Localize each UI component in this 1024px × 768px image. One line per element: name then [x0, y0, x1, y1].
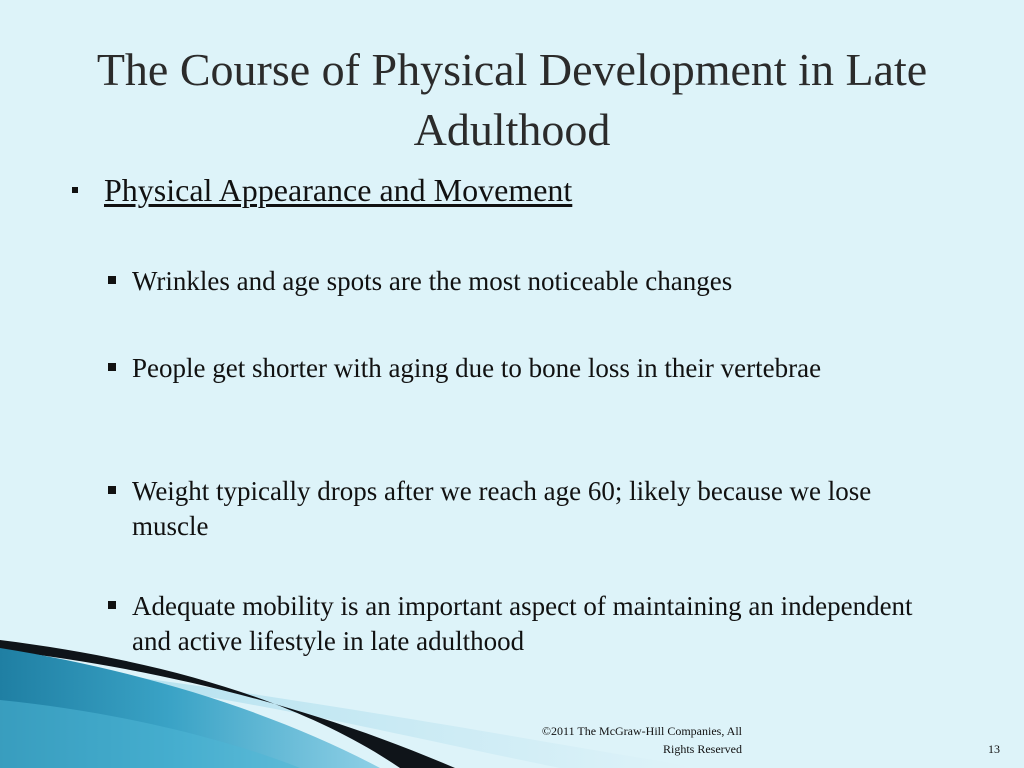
bullet-text: Weight typically drops after we reach age 60; likely because we lose muscle	[132, 476, 872, 541]
bullet-item	[108, 351, 938, 386]
square-bullet-icon	[108, 601, 116, 609]
copyright-line-1: ©2011 The McGraw-Hill Companies, All	[541, 724, 742, 738]
square-bullet-icon	[108, 276, 116, 284]
page-number: 13	[988, 742, 1000, 756]
bullet-text: Adequate mobility is an important aspect of maintaining an independent and active lifestyle in late adulthood	[132, 591, 913, 656]
section-heading: Physical Appearance and Movement	[104, 172, 573, 208]
bullet-item	[108, 474, 938, 544]
square-bullet-icon	[108, 486, 116, 494]
square-bullet-icon	[72, 187, 78, 193]
square-bullet-icon	[108, 363, 116, 371]
bullet-item	[108, 264, 938, 299]
bullet-text: People get shorter with aging due to bone loss in their vertebrae	[132, 353, 822, 383]
copyright-footer	[480, 722, 742, 758]
bullet-item	[108, 589, 938, 659]
bullet-text: Wrinkles and age spots are the most noticeable changes	[132, 266, 733, 296]
copyright-line-2: Rights Reserved	[663, 742, 742, 756]
slide-title: The Course of Physical Development in Late Adulthood	[96, 44, 928, 155]
